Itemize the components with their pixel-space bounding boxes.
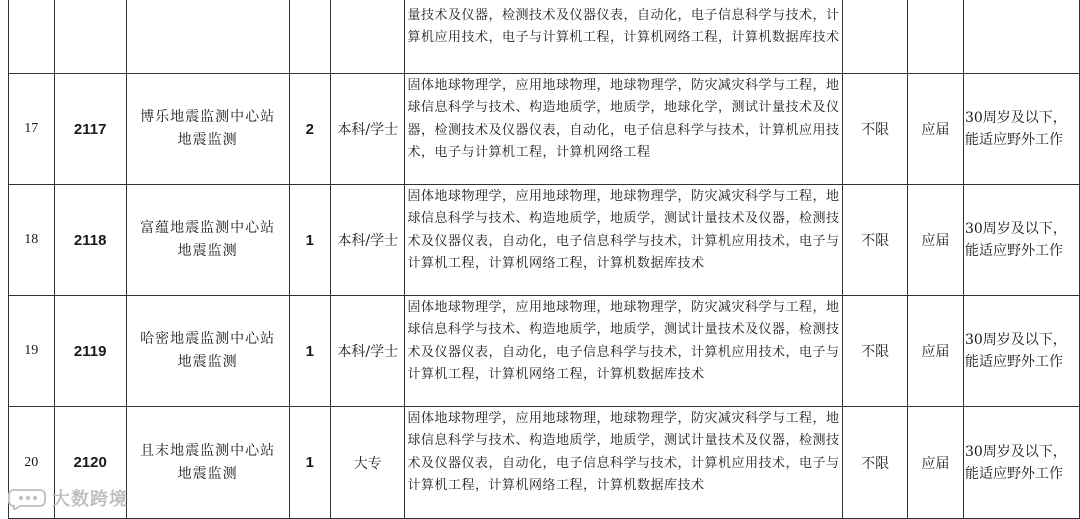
other-cell xyxy=(963,0,1079,74)
other-cell: 30周岁及以下，能适应野外工作 xyxy=(963,185,1079,296)
position-name-cell: 博乐地震监测中心站地震监测 xyxy=(126,74,289,185)
majors-cell: 固体地球物理学，应用地球物理，地球物理学，防灾减灾科学与工程，地球信息科学与技术、构造地质学，地质学，测试计量技术及仪器，检测技术及仪器仪表，自动化，电子信息科学与技术，计算机应用技术，电子与计算机工程，计算机网络工程，计算机数据库技术 xyxy=(405,296,843,407)
index-cell: 18 xyxy=(9,185,55,296)
education-cell: 本科/学士 xyxy=(331,185,405,296)
table-row xyxy=(9,74,1080,185)
table-row xyxy=(9,296,1080,407)
education-cell xyxy=(331,0,405,74)
table-row xyxy=(9,0,1080,74)
political-cell: 不限 xyxy=(843,407,908,519)
graduate-cell: 应届 xyxy=(907,74,963,185)
position-name-cell: 富蕴地震监测中心站地震监测 xyxy=(126,185,289,296)
count-cell: 1 xyxy=(289,407,330,519)
count-cell: 1 xyxy=(289,185,330,296)
graduate-cell: 应届 xyxy=(907,296,963,407)
education-cell: 大专 xyxy=(331,407,405,519)
political-cell: 不限 xyxy=(843,185,908,296)
index-cell: 17 xyxy=(9,74,55,185)
other-cell: 30周岁及以下，能适应野外工作 xyxy=(963,296,1079,407)
index-cell xyxy=(9,0,55,74)
code-cell: 2120 xyxy=(54,407,126,519)
political-cell xyxy=(843,0,908,74)
majors-cell: 固体地球物理学，应用地球物理，地球物理学，防灾减灾科学与工程，地球信息科学与技术、构造地质学，地质学，测试计量技术及仪器，检测技术及仪器仪表，自动化，电子信息科学与技术，计算机应用技术，电子与计算机工程，计算机网络工程，计算机数据库技术 xyxy=(405,407,843,519)
majors-cell: 固体地球物理学，应用地球物理，地球物理学，防灾减灾科学与工程，地球信息科学与技术、构造地质学，地质学，地球化学，测试计量技术及仪器，检测技术及仪器仪表，自动化，电子信息科学与技术，计算机应用技术，电子与计算机工程，计算机网络工程 xyxy=(405,74,843,185)
code-cell xyxy=(54,0,126,74)
count-cell: 1 xyxy=(289,296,330,407)
table-row xyxy=(9,407,1080,519)
count-cell xyxy=(289,0,330,74)
code-cell: 2118 xyxy=(54,185,126,296)
majors-cell: 量技术及仪器，检测技术及仪器仪表，自动化，电子信息科学与技术，计算机应用技术，电子与计算机工程，计算机网络工程，计算机数据库技术 xyxy=(405,0,843,74)
other-cell: 30周岁及以下，能适应野外工作 xyxy=(963,407,1079,519)
graduate-cell xyxy=(907,0,963,74)
graduate-cell: 应届 xyxy=(907,185,963,296)
watermark-text: 大数跨境 xyxy=(52,489,128,510)
recruitment-table xyxy=(8,0,1080,519)
education-cell: 本科/学士 xyxy=(331,74,405,185)
other-cell: 30周岁及以下，能适应野外工作 xyxy=(963,74,1079,185)
index-cell: 20 xyxy=(9,407,55,519)
position-name-cell: 哈密地震监测中心站地震监测 xyxy=(126,296,289,407)
political-cell: 不限 xyxy=(843,296,908,407)
index-cell: 19 xyxy=(9,296,55,407)
code-cell: 2119 xyxy=(54,296,126,407)
political-cell: 不限 xyxy=(843,74,908,185)
code-cell: 2117 xyxy=(54,74,126,185)
count-cell: 2 xyxy=(289,74,330,185)
education-cell: 本科/学士 xyxy=(331,296,405,407)
graduate-cell: 应届 xyxy=(907,407,963,519)
watermark xyxy=(8,484,128,512)
majors-cell: 固体地球物理学，应用地球物理，地球物理学，防灾减灾科学与工程，地球信息科学与技术、构造地质学，地质学，测试计量技术及仪器，检测技术及仪器仪表，自动化，电子信息科学与技术，计算机应用技术，电子与计算机工程，计算机网络工程，计算机数据库技术 xyxy=(405,185,843,296)
chat-bubble-icon xyxy=(8,486,48,510)
table-row xyxy=(9,185,1080,296)
position-name-cell: 且末地震监测中心站地震监测 xyxy=(126,407,289,519)
position-name-cell xyxy=(126,0,289,74)
